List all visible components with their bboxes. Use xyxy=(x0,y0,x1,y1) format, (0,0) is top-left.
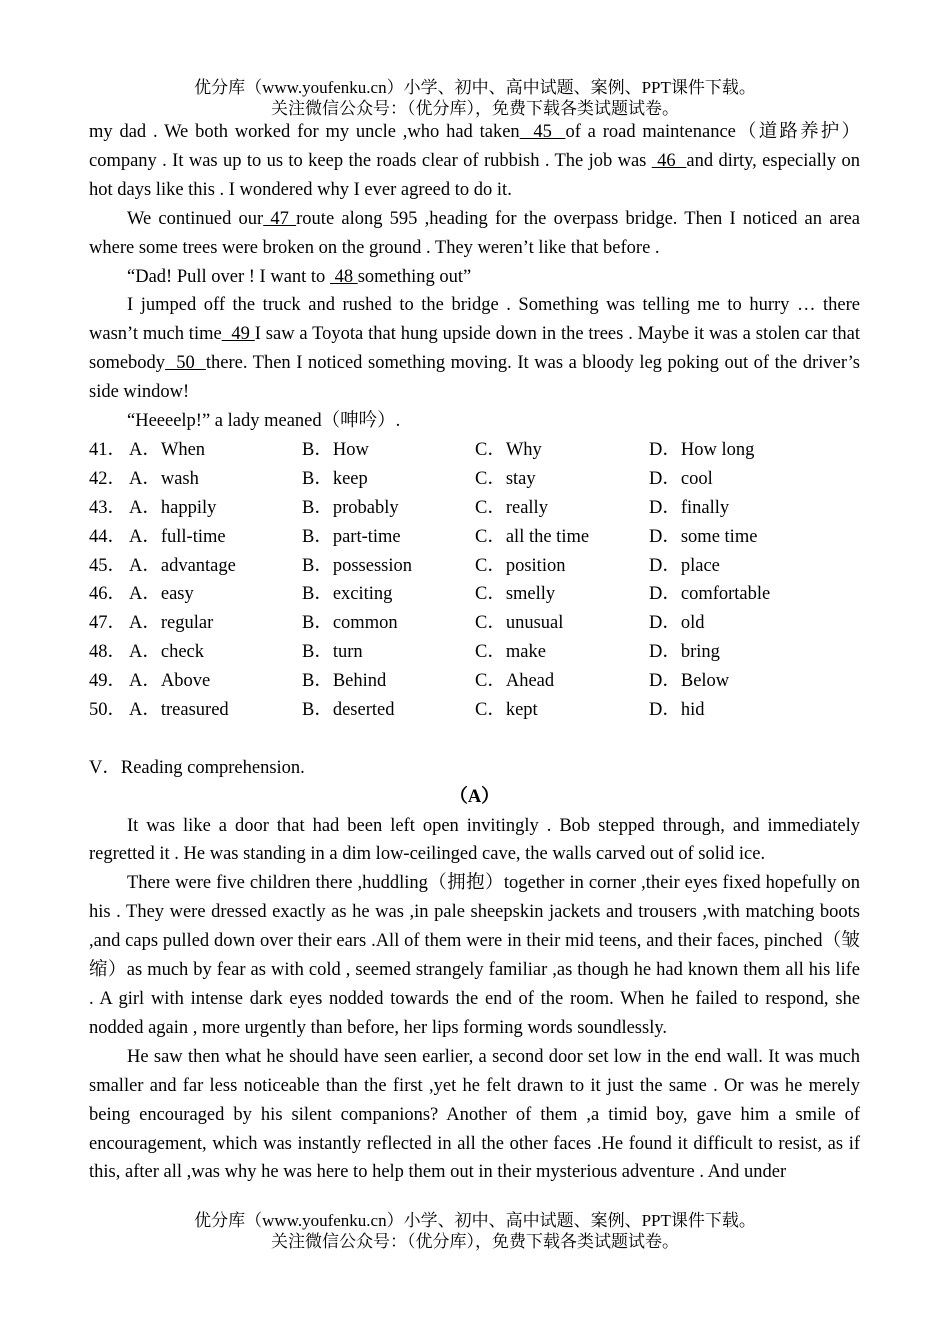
option-a: A．advantage xyxy=(129,555,236,576)
text: of a road maintenance（道路养护）company . It was up to us to keep the roads clear of rubbish . The job was xyxy=(89,122,860,171)
spacer xyxy=(89,725,860,754)
page-content xyxy=(89,118,860,1187)
question-44 xyxy=(89,523,860,552)
option-b: B．part-time xyxy=(302,526,401,547)
option-c: C．all the time xyxy=(475,526,590,547)
question-number: 45． xyxy=(89,555,127,576)
text: and dirty, especially on hot days like this . I wondered why I ever agreed to do it. xyxy=(89,150,860,200)
question-48 xyxy=(89,638,860,667)
option-a: A．Above xyxy=(129,671,211,692)
option-d: D．comfortable xyxy=(649,584,771,605)
option-b: B．possession xyxy=(302,555,412,576)
option-d: D．bring xyxy=(649,642,720,663)
option-a: A．When xyxy=(129,439,206,460)
option-d: D．old xyxy=(649,613,705,634)
question-number: 46． xyxy=(89,584,127,605)
option-a: A．regular xyxy=(129,613,214,634)
option-d: D．finally xyxy=(649,497,730,518)
option-c: C．stay xyxy=(475,468,536,489)
question-46 xyxy=(89,580,860,609)
question-47 xyxy=(89,609,860,638)
question-49 xyxy=(89,667,860,696)
blank-46: 46 xyxy=(651,150,687,171)
question-42 xyxy=(89,465,860,494)
page-footer xyxy=(0,1210,950,1252)
option-d: D．cool xyxy=(649,468,713,489)
text: We continued our xyxy=(127,208,264,229)
text: I saw a Toyota that hung upside down in the trees . Maybe it was a stolen car that somebody xyxy=(89,324,860,374)
option-c: C．Why xyxy=(475,439,542,460)
option-d: D．place xyxy=(649,555,720,576)
text: something out” xyxy=(357,266,472,287)
text: “Dad! Pull over ! I want to xyxy=(127,266,330,287)
option-c: C．unusual xyxy=(475,613,564,634)
header-line-1: 优分库（www.youfenku.cn）小学、初中、高中试题、案例、PPT课件下载。 xyxy=(194,78,756,97)
option-a: A．happily xyxy=(129,497,217,518)
text: there. Then I noticed something moving. It was a bloody leg poking out of the driver’s side window! xyxy=(89,353,861,403)
option-c: C．Ahead xyxy=(475,671,555,692)
option-c: C．kept xyxy=(475,699,538,720)
passage-paragraph-3 xyxy=(89,263,860,292)
blank-48: 48 xyxy=(329,266,358,287)
option-a: A．check xyxy=(129,642,204,663)
question-45 xyxy=(89,552,860,581)
option-c: C．make xyxy=(475,642,546,663)
option-d: D．some time xyxy=(649,526,758,547)
passage-paragraph-4 xyxy=(89,291,860,407)
option-b: B．deserted xyxy=(302,699,395,720)
text: my dad . We both worked for my uncle ,who had taken xyxy=(89,122,520,142)
question-number: 43． xyxy=(89,497,127,518)
passage-paragraph-2 xyxy=(89,205,860,263)
option-a: A．easy xyxy=(129,584,194,605)
question-number: 47． xyxy=(89,613,127,634)
option-d: D．How long xyxy=(649,439,755,460)
question-list xyxy=(89,436,860,725)
reading-paragraph-2: There were five children there ,huddling（拥抱）together in corner ,their eyes fixed hopefully on his . They were dressed exactly as he was ,in pale sheepskin jackets and trousers ,with matching boots ,and caps pulled down over their ears .All of them were in their mid teens, and their faces, pinched（皱缩）as much by fear as with cold , seemed strangely familiar ,as though he had known them all his life . A girl with intense dark eyes nodded towards the end of the room. When he failed to respond, she nodded again , more urgently than before, her lips forming words soundlessly. xyxy=(89,873,860,1038)
question-number: 50． xyxy=(89,699,127,720)
option-c: C．smelly xyxy=(475,584,556,605)
blank-45: 45 xyxy=(519,122,566,142)
text: I jumped off the truck and rushed to the bridge . Something was telling me to hurry … there wasn’t much time xyxy=(89,295,860,345)
passage-paragraph-1 xyxy=(89,118,860,205)
blank-49: 49 xyxy=(221,324,255,345)
page-header xyxy=(0,77,950,119)
option-c: C．position xyxy=(475,555,566,576)
question-50 xyxy=(89,696,860,725)
option-a: A．treasured xyxy=(129,699,229,720)
text: route along 595 ,heading for the overpass bridge. Then I noticed an area where some trees were broken on the ground . They weren’t like that before . xyxy=(89,208,860,258)
option-d: D．hid xyxy=(649,699,705,720)
blank-50: 50 xyxy=(165,353,206,374)
option-c: C．really xyxy=(475,497,548,518)
section-subtitle: （A） xyxy=(449,786,500,807)
option-b: B．probably xyxy=(302,497,399,518)
question-number: 48． xyxy=(89,642,127,663)
option-b: B．How xyxy=(302,439,369,460)
option-b: B．common xyxy=(302,613,398,634)
question-number: 42． xyxy=(89,468,127,489)
question-43 xyxy=(89,494,860,523)
header-line-2: 关注微信公众号：（优分库），免费下载各类试题试卷。 xyxy=(271,99,679,118)
question-number: 49． xyxy=(89,671,127,692)
question-number: 44． xyxy=(89,526,127,547)
option-b: B．Behind xyxy=(302,671,387,692)
option-a: A．full-time xyxy=(129,526,226,547)
option-b: B．exciting xyxy=(302,584,393,605)
question-number: 41． xyxy=(89,439,127,460)
blank-47: 47 xyxy=(263,208,297,229)
option-b: B．keep xyxy=(302,468,368,489)
option-a: A．wash xyxy=(129,468,199,489)
reading-paragraph-3: He saw then what he should have seen earlier, a second door set low in the end wall. It was much smaller and far less noticeable than the first ,yet he felt drawn to it just the same . Or was he merely being encouraged by his silent companions? Another of them ,a timid boy, gave him a smile of encouragement, which was instantly reflected in all the other faces .He found it difficult to resist, as if this, after all ,was why he was here to help them out in their mysterious adventure . And under xyxy=(89,1046,860,1183)
question-41 xyxy=(89,436,860,465)
option-d: D．Below xyxy=(649,671,730,692)
passage-paragraph-5: “Heeeelp!” a lady meaned（呻吟）. xyxy=(127,411,401,432)
option-b: B．turn xyxy=(302,642,363,663)
footer-line-2: 关注微信公众号：（优分库），免费下载各类试题试卷。 xyxy=(271,1232,679,1251)
footer-line-1: 优分库（www.youfenku.cn）小学、初中、高中试题、案例、PPT课件下载。 xyxy=(194,1211,756,1230)
section-title: V．Reading comprehension. xyxy=(89,757,305,778)
reading-paragraph-1: It was like a door that had been left open invitingly . Bob stepped through, and immediately regretted it . He was standing in a dim low-ceilinged cave, the walls carved out of solid ice. xyxy=(89,815,860,865)
